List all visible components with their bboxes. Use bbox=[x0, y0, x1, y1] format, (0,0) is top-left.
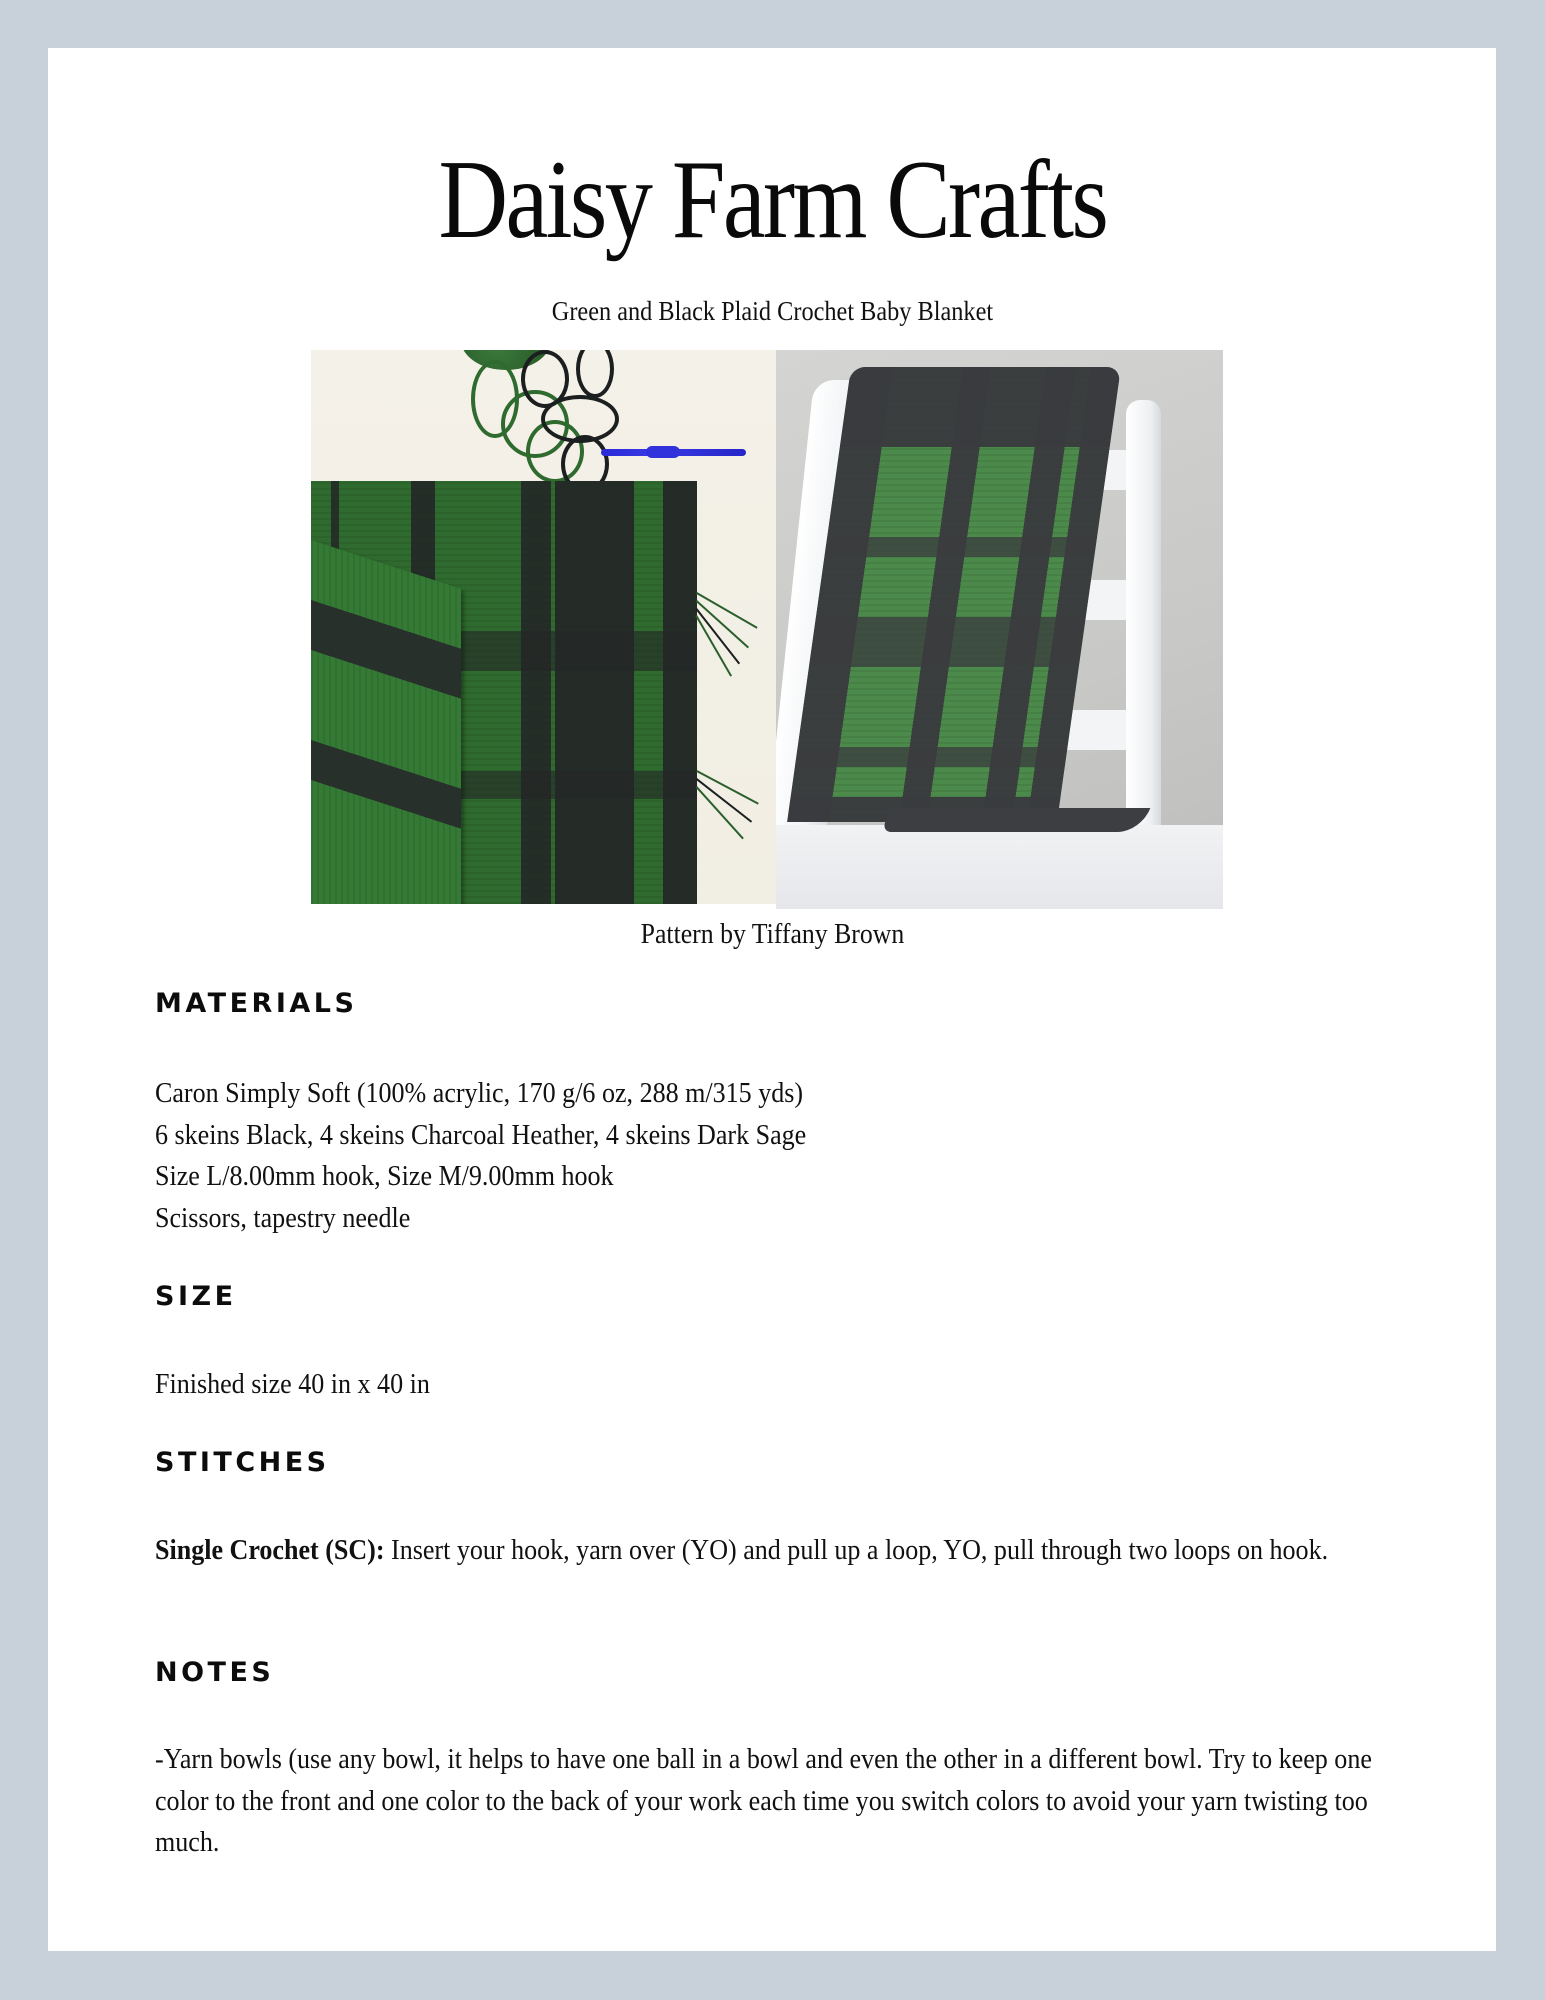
finished-blanket-photo bbox=[776, 350, 1223, 909]
chair-seat bbox=[776, 825, 1223, 909]
plaid-blanket-fold bbox=[311, 540, 461, 904]
size-text-block bbox=[155, 1364, 1395, 1406]
crochet-hook-grip bbox=[646, 446, 680, 458]
stitch-description: Insert your hook, yarn over (YO) and pull up a loop, YO, pull through two loops on hook. bbox=[384, 1535, 1329, 1566]
materials-item: 6 skeins Black, 4 skeins Charcoal Heather, 4 skeins Dark Sage bbox=[155, 1119, 807, 1151]
chair-post-right bbox=[1126, 400, 1161, 870]
materials-item: Caron Simply Soft (100% acrylic, 170 g/6 oz, 288 m/315 yds) bbox=[155, 1078, 804, 1109]
pattern-credit: Pattern by Tiffany Brown bbox=[640, 919, 905, 950]
size-text: Finished size 40 in x 40 in bbox=[155, 1369, 430, 1400]
blanket-in-progress-photo bbox=[311, 350, 776, 904]
stitches-heading: STITCHES bbox=[155, 1447, 330, 1478]
stitch-term: Single Crochet (SC): bbox=[155, 1535, 385, 1566]
stitch-definition bbox=[155, 1530, 1395, 1572]
pattern-subtitle: Green and Black Plaid Crochet Baby Blanket bbox=[551, 296, 994, 326]
notes-block bbox=[155, 1739, 1395, 1864]
materials-heading: MATERIALS bbox=[155, 988, 358, 1019]
size-heading: SIZE bbox=[155, 1281, 237, 1312]
materials-list bbox=[155, 1073, 1395, 1239]
stitch-paragraph bbox=[155, 1530, 1392, 1572]
yarn-strand bbox=[576, 350, 614, 398]
brand-title: Daisy Farm Crafts bbox=[438, 138, 1107, 262]
materials-item: Size L/8.00mm hook, Size M/9.00mm hook bbox=[155, 1161, 614, 1192]
materials-item: Scissors, tapestry needle bbox=[155, 1202, 411, 1234]
yarn-fringe bbox=[696, 786, 744, 839]
notes-heading: NOTES bbox=[155, 1657, 275, 1688]
blanket-hem bbox=[882, 808, 1151, 832]
notes-text: -Yarn bowls (use any bowl, it helps to have one ball in a bowl and even the other in a different bowl. Try to keep one color to the front and one color to the back of your work each time you switch colors to avoid your yarn twisting too much. bbox=[155, 1744, 1372, 1858]
